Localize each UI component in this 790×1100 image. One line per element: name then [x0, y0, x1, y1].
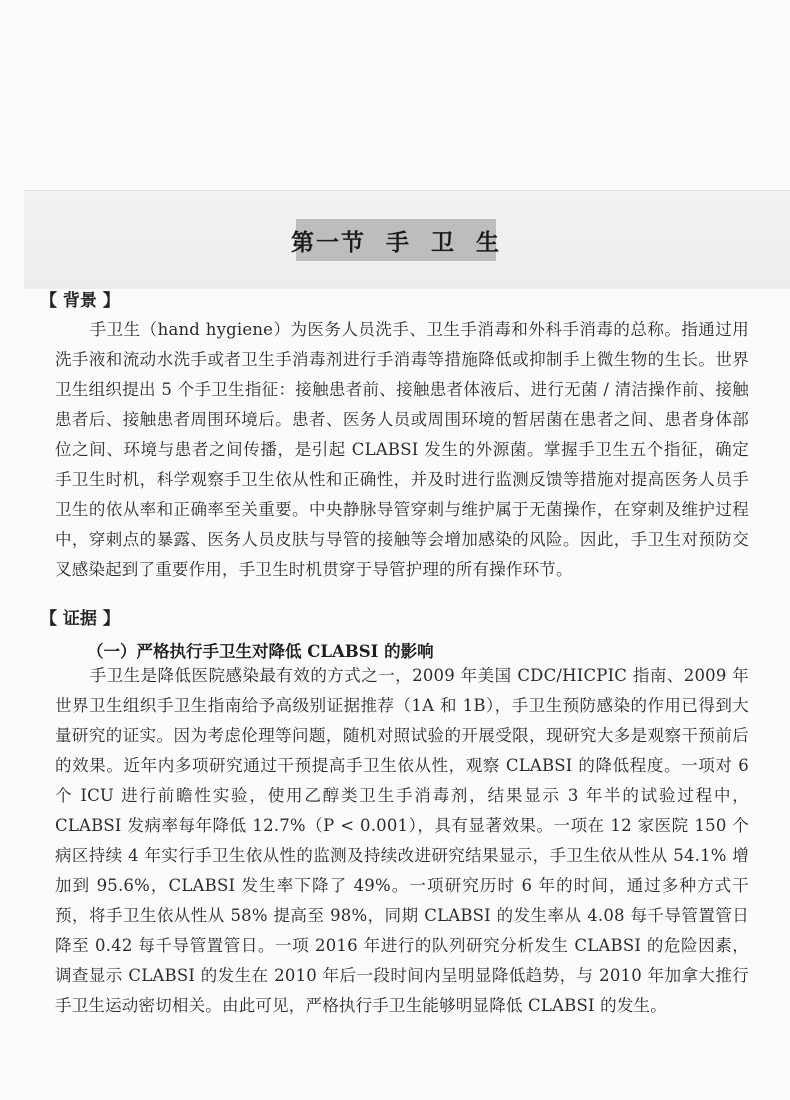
background-paragraph: 手卫生（hand hygiene）为医务人员洗手、卫生手消毒和外科手消毒的总称。指通过用洗手液和流动水洗手或者卫生手消毒剂进行手消毒等措施降低或抑制手上微生物的生长。世界卫生组织提出 5 个手卫生指征：接触患者前、接触患者体液后、进行无菌 / 清洁操作前、接触患者后、接触患者周围环境后。患者、医务人员或周围环境的暂居菌在患者之间、患者身体部位之间、环境与患者之间传播，是引起 CLABSI 发生的外源菌。掌握手卫生五个指征，确定手卫生时机，科学观察手卫生依从性和正确性，并及时进行监测反馈等措施对提高医务人员手卫生的依从率和正确率至关重要。中央静脉导管穿刺与维护属于无菌操作，在穿刺及维护过程中，穿刺点的暴露、医务人员皮肤与导管的接触等会增加感染的风险。因此，手卫生对预防交叉感染起到了重要作用，手卫生时机贯穿于导管护理的所有操作环节。	[55, 320, 749, 579]
evidence-heading: 【 证据 】	[40, 609, 120, 629]
section-title-box	[290, 219, 502, 261]
evidence-subheading: （一）严格执行手卫生对降低 CLABSI 的影响	[87, 642, 434, 661]
background-heading: 【 背景 】	[40, 291, 120, 311]
evidence-paragraph: 手卫生是降低医院感染最有效的方式之一，2009 年美国 CDC/HICPIC 指南、2009 年世界卫生组织手卫生指南给予高级别证据推荐（1A 和 1B），手卫生预防感染的作用已得到大量研究的证实。因为考虑伦理等问题，随机对照试验的开展受限，现研究大多是观察干预前后的效果。近年内多项研究通过干预提高手卫生依从性，观察 CLABSI 的降低程度。一项对 6 个 ICU 进行前瞻性实验，使用乙醇类卫生手消毒剂，结果显示 3 年半的试验过程中，CLABSI 发病率每年降低 12.7%（P < 0.001），具有显著效果。一项在 12 家医院 150 个病区持续 4 年实行手卫生依从性的监测及持续改进研究结果显示，手卫生依从性从 54.1% 增加到 95.6%，CLABSI 发生率下降了 49%。一项研究历时 6 年的时间，通过多种方式干预，将手卫生依从性从 58% 提高至 98%，同期 CLABSI 的发生率从 4.08 每千导管置管日降至 0.42 每千导管置管日。一项 2016 年进行的队列研究分析发生 CLABSI 的危险因素，调查显示 CLABSI 的发生在 2010 年后一段时间内呈明显降低趋势，与 2010 年加拿大推行手卫生运动密切相关。由此可见，严格执行手卫生能够明显降低 CLABSI 的发生。	[55, 666, 749, 1015]
section-title: 第一节 手 卫 生	[290, 229, 502, 256]
